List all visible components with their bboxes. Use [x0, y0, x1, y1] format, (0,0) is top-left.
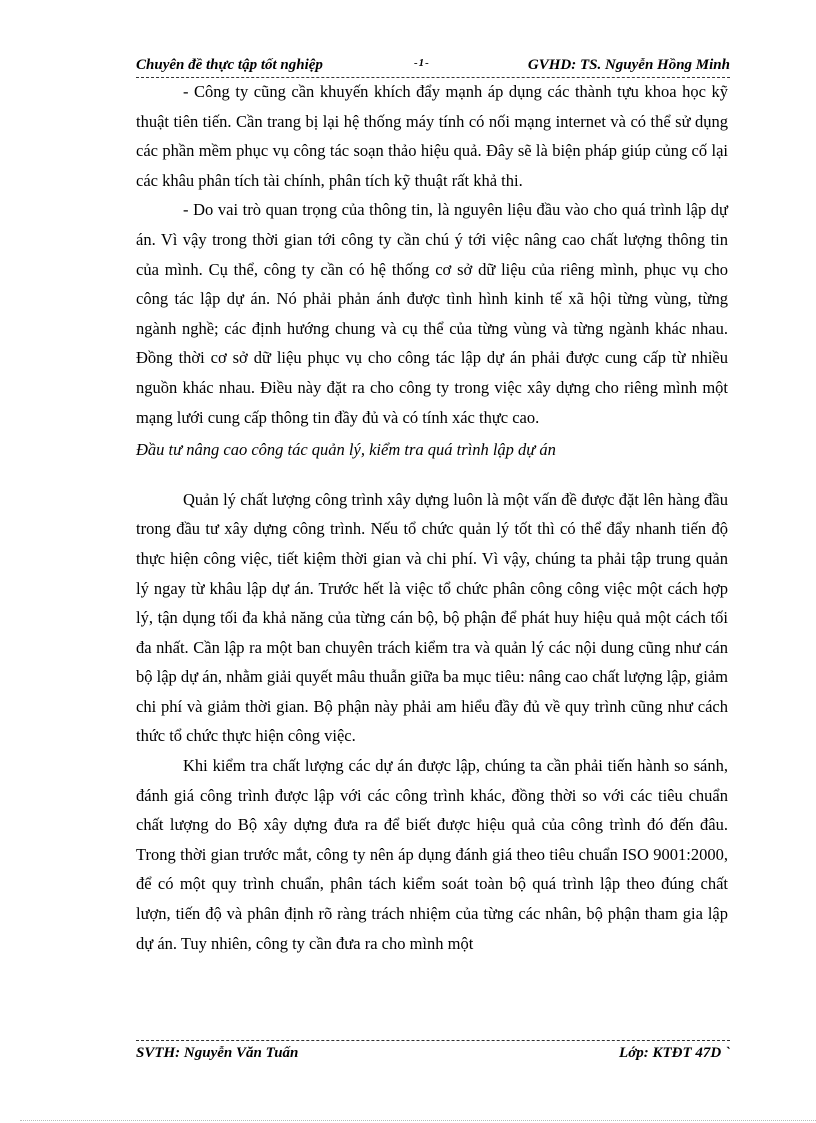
paragraph-technology: - Công ty cũng cần khuyến khích đẩy mạnh áp dụng các thành tựu khoa học kỹ thuật tiên tiến. Cần trang bị lại hệ thống máy tính có nối mạng internet và có thể sử dụng các phần mềm phục vụ công tác soạn thảo hiệu quả. Đây sẽ là biện pháp giúp củng cố lại các khâu phân tích tài chính, phân tích kỹ thuật rất khả thi. [136, 82, 728, 190]
header-page-number: -1- [414, 57, 430, 69]
header-supervisor: GVHD: TS. Nguyễn Hồng Minh [527, 57, 730, 73]
page-edge-line [20, 1120, 816, 1121]
footer-student: SVTH: Nguyễn Văn Tuấn [136, 1045, 299, 1061]
footer-class: Lớp: KTĐT 47D ` [619, 1045, 730, 1061]
paragraph-information: - Do vai trò quan trọng của thông tin, là nguyên liệu đầu vào cho quá trình lập dự án. Vì vậy trong thời gian tới công ty cần chú ý tới việc nâng cao chất lượng thông tin của mình. Cụ thể, công ty cần có hệ thống cơ sở dữ liệu của riêng mình, phục vụ cho công tác lập dự án. Nó phải phản ánh được tình hình kinh tế xã hội từng vùng, từng ngành nghề; các định hướng chung và cụ thể của từng vùng và từng ngành khác nhau. Đồng thời cơ sở dữ liệu phục vụ cho công tác lập dự án phải được cung cấp từ nhiều nguồn khác nhau. Điều này đặt ra cho công ty trong việc xây dựng cho riêng mình một mạng lưới cung cấp thông tin đầy đủ và có tính xác thực cao. [136, 200, 728, 427]
footer-divider [136, 1040, 730, 1041]
paragraph-quality-inspection: Khi kiểm tra chất lượng các dự án được lập, chúng ta cần phải tiến hành so sánh, đánh giá công trình được lập với các công trình khác, đồng thời so với các tiêu chuẩn chất lượng do Bộ xây dựng đưa ra để biết được hiệu quả của công trình đó đến đâu. Trong thời gian trước mắt, công ty nên áp dụng đánh giá theo tiêu chuẩn ISO 9001:2000, để có một quy trình chuẩn, phân tách kiểm soát toàn bộ quá trình lập theo đúng chất lượn, tiến độ và phân định rõ ràng trách nhiệm của từng các nhân, bộ phận tham gia lập dự án. Tuy nhiên, công ty cần đưa ra cho mình một [136, 756, 728, 953]
page-body [136, 77, 728, 958]
page-footer [136, 1045, 730, 1069]
page-header [136, 57, 730, 79]
section-heading: Đầu tư nâng cao công tác quản lý, kiểm tra quá trình lập dự án [136, 440, 556, 460]
header-thesis-title: Chuyên đề thực tập tốt nghiệp [136, 57, 323, 73]
paragraph-quality-management: Quản lý chất lượng công trình xây dựng luôn là một vấn đề được đặt lên hàng đầu trong đầu tư xây dựng công trình. Nếu tổ chức quản lý tốt thì có thể đẩy nhanh tiến độ thực hiện công việc, tiết kiệm thời gian và chi phí. Vì vậy, chúng ta phải tập trung quản lý ngay từ khâu lập dự án. Trước hết là việc tổ chức phân công công việc một cách hợp lý, tận dụng tối đa khả năng của từng cán bộ, bộ phận để phát huy hiệu quả một cách tối đa nhất. Cần lập ra một ban chuyên trách kiểm tra và quản lý các nội dung cũng như cán bộ lập dự án, nhằm giải quyết mâu thuẫn giữa ba mục tiêu: nâng cao chất lượng lập, giảm chi phí và giảm thời gian. Bộ phận này phải am hiểu đầy đủ về quy trình cũng như cách thức tổ chức thực hiện công việc. [136, 489, 728, 746]
